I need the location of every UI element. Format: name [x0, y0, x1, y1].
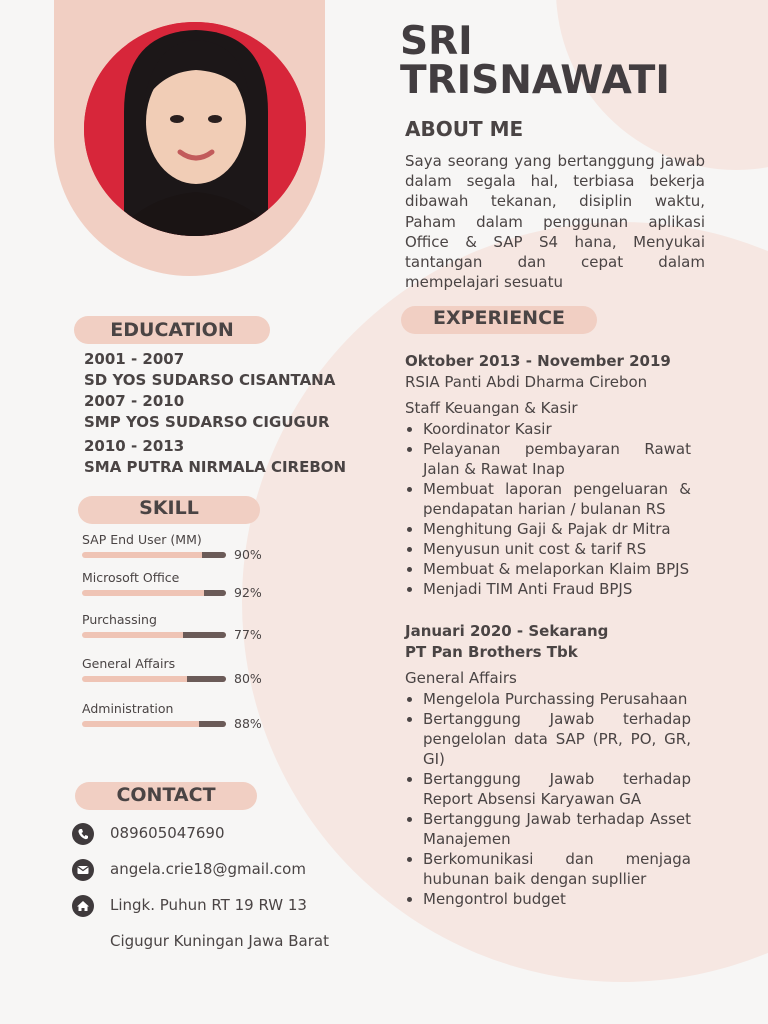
job-duties: [405, 689, 691, 909]
education-title: EDUCATION: [74, 316, 270, 344]
skill-bar: [82, 721, 226, 727]
skill-bar-fill: [183, 632, 226, 638]
edu-school: SD YOS SUDARSO CISANTANA: [84, 371, 336, 389]
education-list: [84, 349, 346, 478]
skill-label: SAP End User (MM): [82, 532, 202, 547]
experience-title: EXPERIENCE: [401, 306, 597, 334]
skill-bar-fill: [187, 676, 226, 682]
duty-item: • Bertanggung Jawab terhadap pengelolan data SAP (PR, PO, GR, GI): [423, 709, 691, 769]
edu-years: 2007 - 2010: [84, 392, 185, 410]
profile-photo: [84, 22, 306, 236]
skill-label: Administration: [82, 701, 174, 716]
skill-item: [82, 570, 262, 600]
job-company: RSIA Panti Abdi Dharma Cirebon: [405, 373, 648, 391]
edu-years: 2001 - 2007: [84, 350, 185, 368]
skill-bar: [82, 676, 226, 682]
about-title: ABOUT ME: [405, 117, 524, 141]
experience-job: [405, 352, 691, 599]
duty-item: • Berkomunikasi dan menjaga hubunan baik dengan supllier: [423, 849, 691, 889]
skill-percent: 92%: [234, 585, 262, 600]
mail-icon: [72, 859, 94, 881]
email-address: angela.crie18@gmail.com: [110, 860, 306, 878]
skill-percent: 80%: [234, 671, 262, 686]
skill-item: [82, 532, 262, 562]
skill-bar: [82, 552, 226, 558]
edu-years: 2010 - 2013: [84, 437, 185, 455]
duty-item: • Menyusun unit cost & tarif RS: [423, 539, 691, 559]
skill-percent: 77%: [234, 627, 262, 642]
about-text: Saya seorang yang bertanggung jawab dalam segala hal, terbiasa bekerja dibawah tekanan, disiplin waktu, Paham dalam penggunan aplikasi Office & SAP S4 hana, Menyukai tantangan dan cepat dalam mempelajari sesuatu: [405, 152, 705, 292]
job-company: PT Pan Brothers Tbk: [405, 643, 578, 661]
phone-number: 089605047690: [110, 824, 225, 842]
duty-item: • Membuat & melaporkan Klaim BPJS: [423, 559, 691, 579]
skill-item: [82, 656, 262, 686]
portrait-illustration: [84, 22, 306, 236]
skill-label: General Affairs: [82, 656, 176, 671]
skill-title: SKILL: [78, 496, 260, 524]
duty-item: • Koordinator Kasir: [423, 419, 691, 439]
full-name: [400, 19, 670, 103]
skill-bar: [82, 590, 226, 596]
last-name: TRISNAWATI: [400, 58, 670, 103]
skill-bar-fill: [202, 552, 226, 558]
address-line-2: Cigugur Kuningan Jawa Barat: [110, 932, 329, 950]
edu-school: SMP YOS SUDARSO CIGUGUR: [84, 413, 330, 431]
skill-bar-fill: [199, 721, 226, 727]
skill-bar-fill: [204, 590, 226, 596]
job-dates: Januari 2020 - Sekarang: [405, 622, 609, 640]
duty-item: • Mengelola Purchassing Perusahaan: [423, 689, 691, 709]
job-duties: [405, 419, 691, 599]
duty-item: • Membuat laporan pengeluaran & pendapatan harian / bulanan RS: [423, 479, 691, 519]
skill-bar: [82, 632, 226, 638]
job-role: General Affairs: [405, 669, 517, 687]
skill-percent: 88%: [234, 716, 262, 731]
duty-item: • Menjadi TIM Anti Fraud BPJS: [423, 579, 691, 599]
contact-title: CONTACT: [75, 782, 257, 810]
first-name: SRI: [400, 19, 473, 64]
skill-item: [82, 612, 262, 642]
phone-icon: [72, 823, 94, 845]
duty-item: • Menghitung Gaji & Pajak dr Mitra: [423, 519, 691, 539]
duty-item: • Bertanggung Jawab terhadap Report Absensi Karyawan GA: [423, 769, 691, 809]
home-icon: [72, 895, 94, 917]
duty-item: • Pelayanan pembayaran Rawat Jalan & Rawat Inap: [423, 439, 691, 479]
skill-label: Microsoft Office: [82, 570, 180, 585]
address-line-1: Lingk. Puhun RT 19 RW 13: [110, 896, 307, 914]
duty-item: • Mengontrol budget: [423, 889, 691, 909]
job-dates: Oktober 2013 - November 2019: [405, 352, 671, 370]
skill-label: Purchassing: [82, 612, 157, 627]
edu-school: SMA PUTRA NIRMALA CIREBON: [84, 458, 347, 476]
experience-job: [405, 622, 691, 909]
duty-item: • Bertanggung Jawab terhadap Asset Manajemen: [423, 809, 691, 849]
skill-percent: 90%: [234, 547, 262, 562]
job-role: Staff Keuangan & Kasir: [405, 399, 578, 417]
skill-item: [82, 701, 262, 731]
